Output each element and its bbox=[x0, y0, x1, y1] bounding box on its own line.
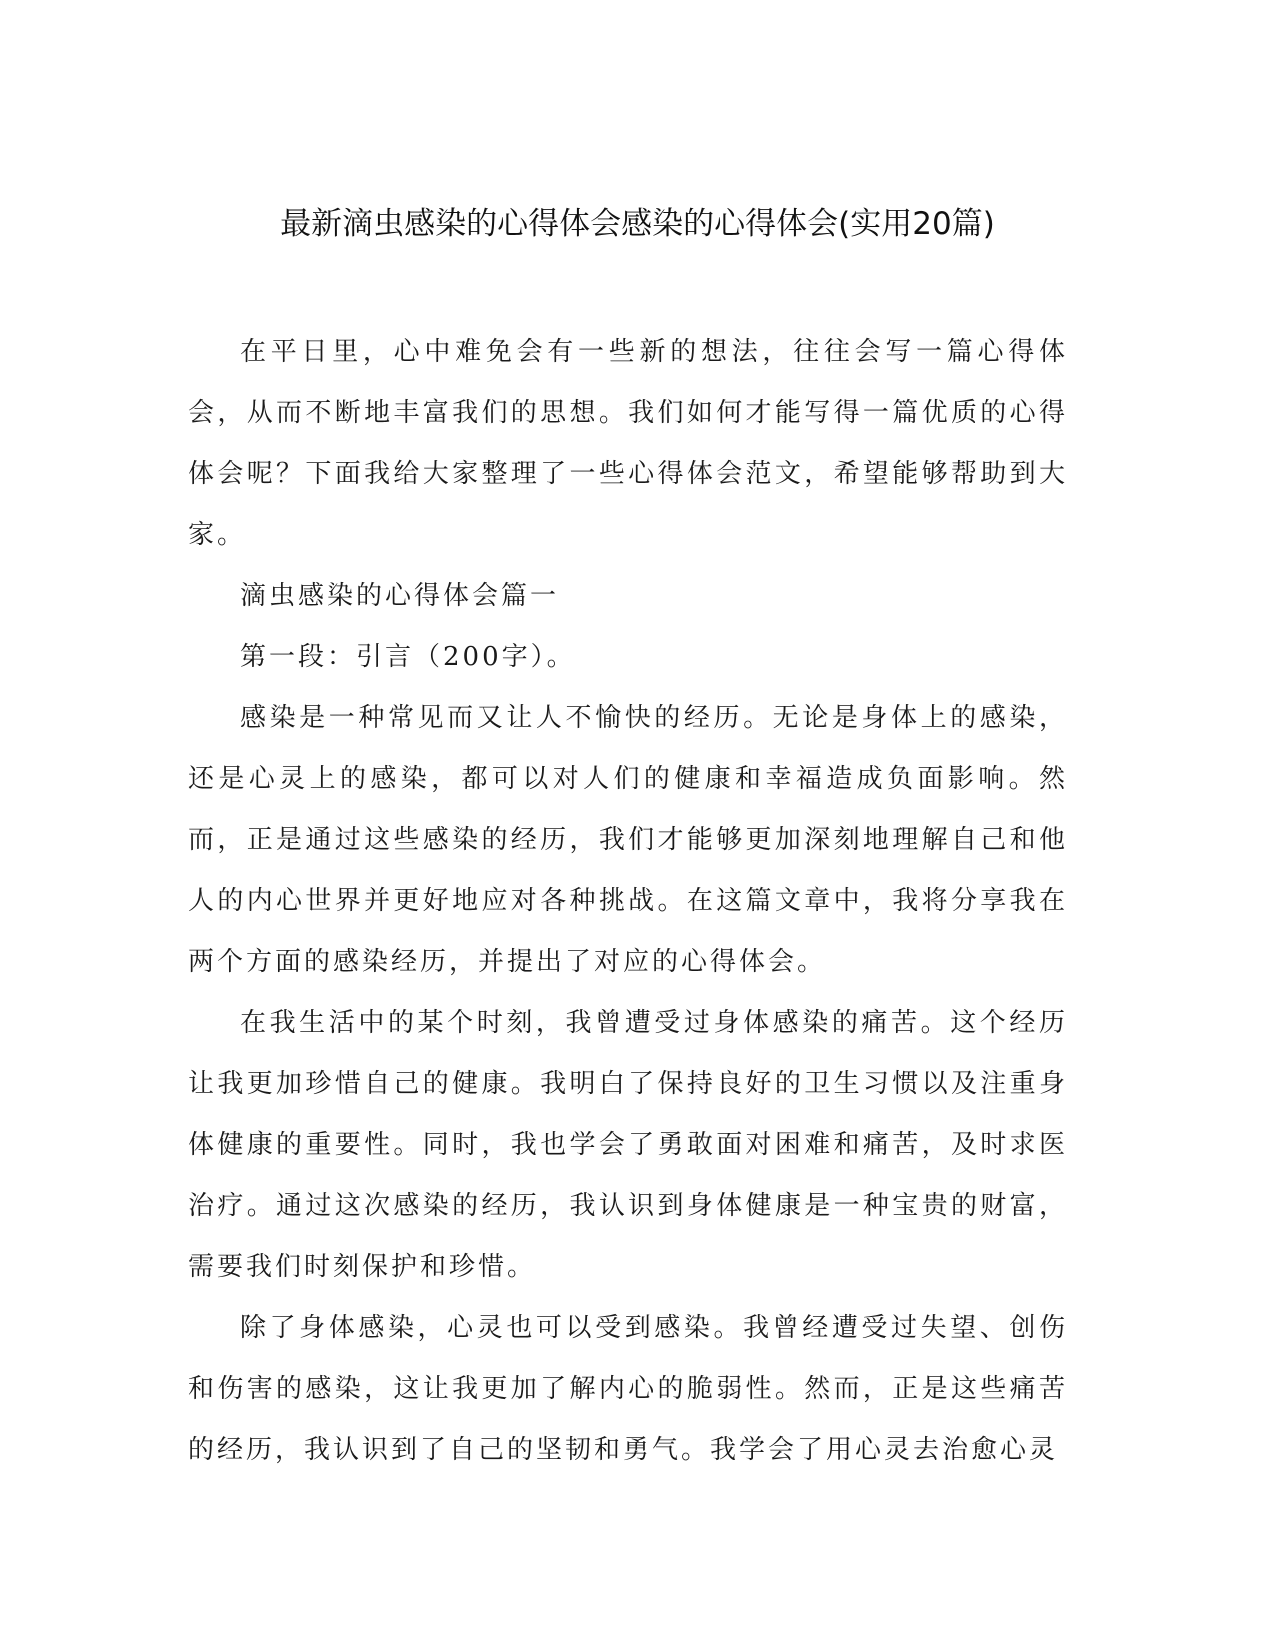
body-paragraph: 在我生活中的某个时刻，我曾遭受过身体感染的痛苦。这个经历让我更加珍惜自己的健康。我明白了保持良好的卫生习惯以及注重身体健康的重要性。同时，我也学会了勇敢面对困难和痛苦，及时求医治疗。通过这次感染的经历，我认识到身体健康是一种宝贵的财富，需要我们时刻保护和珍惜。 bbox=[188, 1008, 1068, 1282]
subsection-heading: 第一段：引言（200字）。 bbox=[240, 642, 576, 672]
section-heading: 滴虫感染的心得体会篇一 bbox=[240, 581, 560, 611]
body-paragraph: 感染是一种常见而又让人不愉快的经历。无论是身体上的感染，还是心灵上的感染，都可以对人们的健康和幸福造成负面影响。然而，正是通过这些感染的经历，我们才能够更加深刻地理解自己和他人的内心世界并更好地应对各种挑战。在这篇文章中，我将分享我在两个方面的感染经历，并提出了对应的心得体会。 bbox=[188, 703, 1068, 977]
document-title: 最新滴虫感染的心得体会感染的心得体会(实用20篇) bbox=[280, 206, 995, 242]
body-paragraph: 除了身体感染，心灵也可以受到感染。我曾经遭受过失望、创伤和伤害的感染，这让我更加了解内心的脆弱性。然而，正是这些痛苦的经历，我认识到了自己的坚韧和勇气。我学会了用心灵去治愈心灵 bbox=[188, 1313, 1068, 1465]
document-body bbox=[188, 322, 1068, 1481]
intro-paragraph: 在平日里，心中难免会有一些新的想法，往往会写一篇心得体会，从而不断地丰富我们的思想。我们如何才能写得一篇优质的心得体会呢？下面我给大家整理了一些心得体会范文，希望能够帮助到大家。 bbox=[188, 337, 1068, 550]
